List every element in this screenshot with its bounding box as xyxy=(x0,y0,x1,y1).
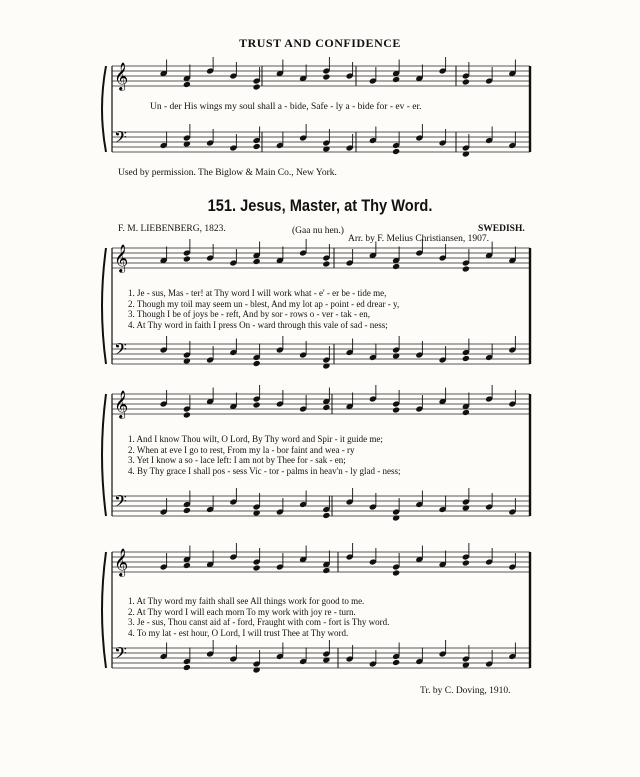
notehead xyxy=(253,401,261,408)
verse-line: 4. At Thy word in faith I press On - ward through this vale of sad - ness; xyxy=(128,319,388,330)
verse-block-2 xyxy=(128,434,400,476)
notehead xyxy=(253,564,261,571)
original-title: (Gaa nu hen.) xyxy=(292,226,344,236)
notehead xyxy=(462,409,470,416)
notehead xyxy=(183,81,191,88)
verse-block-1 xyxy=(128,288,399,330)
verse-line: 1. And I know Thou wilt, O Lord, By Thy word and Spir - it guide me; xyxy=(128,434,383,444)
prev-hymn-lyric: Un - der His wings my soul shall a - bide, Safe - ly a - bide for - ev - er. xyxy=(150,102,422,112)
notehead xyxy=(183,140,191,147)
notehead xyxy=(392,148,400,155)
treble-clef: 𝄞 xyxy=(114,390,129,418)
notehead xyxy=(392,76,400,83)
treble-clef: 𝄞 xyxy=(114,244,129,272)
notehead xyxy=(253,360,261,367)
notehead xyxy=(322,73,330,80)
section-title: TRUST AND CONFIDENCE xyxy=(239,36,401,50)
notehead xyxy=(322,260,330,267)
notehead xyxy=(322,656,330,663)
permission-note: Used by permission. The Biglow & Main Co., New York. xyxy=(118,168,337,178)
notehead xyxy=(392,352,400,359)
notehead xyxy=(183,357,191,364)
notehead xyxy=(253,143,261,150)
notehead xyxy=(392,406,400,413)
notehead xyxy=(462,504,470,511)
notehead xyxy=(392,263,400,270)
bass-clef: 𝄢 xyxy=(114,491,127,515)
author-credit: F. M. LIEBENBERG, 1823. xyxy=(118,224,226,234)
notehead xyxy=(462,661,470,668)
notehead xyxy=(322,404,330,411)
treble-clef: 𝄞 xyxy=(114,548,129,576)
notehead xyxy=(322,512,330,519)
verse-line: 2. At Thy word I will each morn To my work with joy re - turn. xyxy=(128,606,356,617)
verse-line: 3. Je - sus, Thou canst aid af - ford, Fraught with com - fort is Thy word. xyxy=(128,617,390,627)
notehead xyxy=(183,411,191,418)
hymn-title: 151. Jesus, Master, at Thy Word. xyxy=(207,196,433,215)
verse-line: 2. Though my toil may seem un - blest, And my lot ap - point - ed drear - y, xyxy=(128,298,400,309)
verse-line: 4. To my lat - est hour, O Lord, I will trust Thee at Thy word. xyxy=(128,627,349,638)
notehead xyxy=(392,659,400,666)
notehead xyxy=(183,562,191,569)
bass-clef: 𝄢 xyxy=(114,643,127,667)
bass-clef: 𝄢 xyxy=(114,127,127,151)
notehead xyxy=(392,569,400,576)
prev-hymn-staff-system xyxy=(0,52,640,182)
tune-origin: SWEDISH. xyxy=(478,224,525,234)
notehead xyxy=(462,559,470,566)
verse-line: 1. Je - sus, Mas - ter! at Thy word I will work what - e' - er be - tide me, xyxy=(128,288,387,298)
notehead xyxy=(183,255,191,262)
brace xyxy=(102,66,106,152)
notehead xyxy=(253,258,261,265)
arranger-credit: Arr. by F. Melius Christiansen, 1907. xyxy=(348,234,489,244)
notehead xyxy=(253,509,261,516)
notehead xyxy=(462,265,470,272)
brace xyxy=(102,248,106,364)
notehead xyxy=(183,664,191,671)
notehead xyxy=(392,514,400,521)
notehead xyxy=(183,507,191,514)
translator-credit: Tr. by C. Doving, 1910. xyxy=(420,686,511,696)
verse-line: 3. Though I be of joys be - reft, And by sor - rows o - ver - tak - en, xyxy=(128,309,371,319)
verse-line: 1. At Thy word my faith shall see All things work for good to me. xyxy=(128,596,365,606)
verse-line: 3. Yet I know a so - lace left: I am not by Thee for - sak - en; xyxy=(128,455,346,465)
notehead xyxy=(462,355,470,362)
verse-block-3 xyxy=(128,596,389,638)
brace xyxy=(102,552,106,668)
notehead xyxy=(322,362,330,369)
treble-clef: 𝄞 xyxy=(114,62,129,90)
notehead xyxy=(462,150,470,157)
brace xyxy=(102,394,106,516)
notehead xyxy=(322,567,330,574)
bass-clef: 𝄢 xyxy=(114,339,127,363)
notehead xyxy=(253,83,261,90)
notehead xyxy=(322,145,330,152)
notehead xyxy=(253,666,261,673)
verse-line: 4. By Thy grace I shall pos - sess Vic - tor - palms in heav'n - ly glad - ness; xyxy=(128,465,401,476)
notehead xyxy=(462,78,470,85)
verse-line: 2. When at eve I go to rest, From my la - bor faint and wea - ry xyxy=(128,444,355,455)
